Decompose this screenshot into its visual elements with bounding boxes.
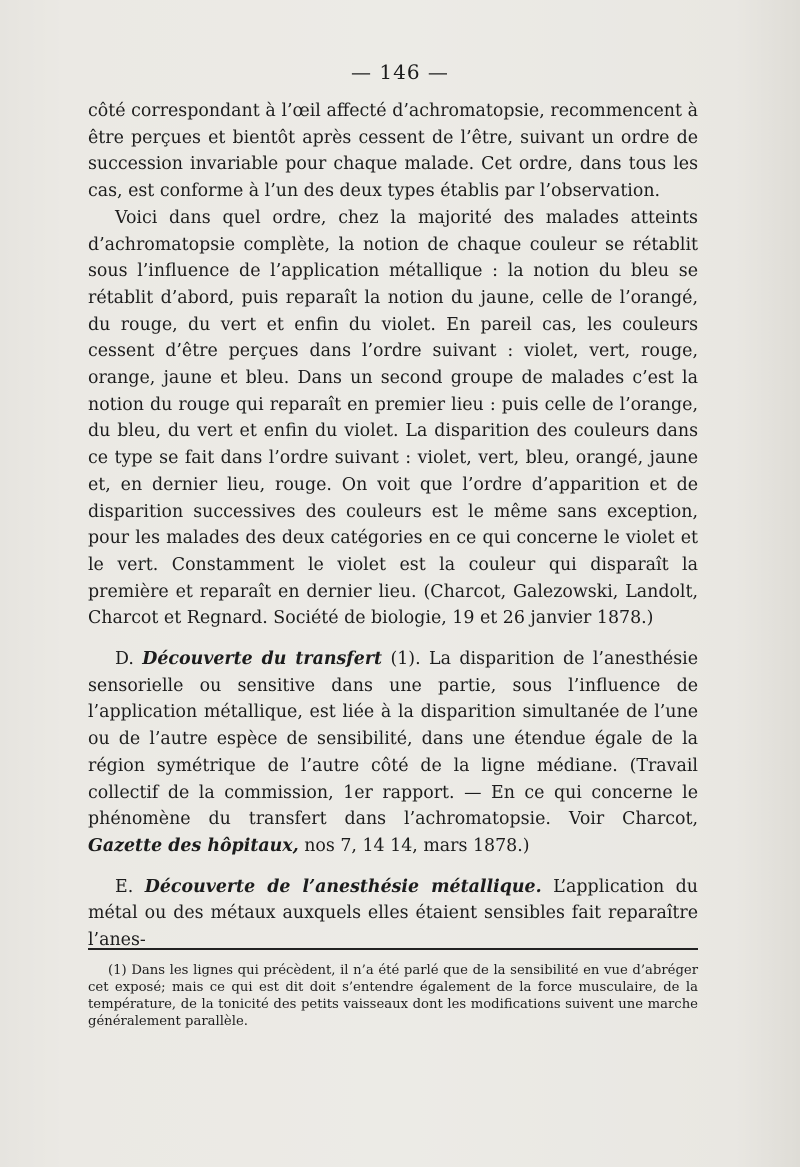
footnote-divider [88, 948, 698, 950]
paragraph-transfert [88, 646, 698, 860]
anesthesie-text: L’application du métal ou des métaux auxquels elles étaient sensibles fait reparaître l’anes- [88, 876, 698, 951]
paragraph-anesthesie [88, 874, 698, 954]
section-label-e: E. [115, 876, 134, 897]
transfert-text: La disparition de l’anesthésie sensorielle ou sensitive dans une partie, sous l’influence de l’application métallique, est liée à la disparition simultanée de l’une ou de l’autre espèce de sensibilité, dans une étendue égale de la région symétrique de l’autre côté de la ligne médiane. (Travail collectif de la commission, 1er rapport. — En ce qui concerne le phénomène du transfert dans l’achromatopsie. Voir Charcot, [88, 649, 698, 830]
transfert-citation: nos 7, 14 14, mars 1878.) [304, 835, 530, 856]
footnote-reference: (1). [390, 649, 421, 670]
heading-transfert: Découverte du transfert [142, 649, 383, 670]
page-number: — 146 — [351, 60, 449, 84]
footnote-text: (1) Dans les lignes qui précèdent, il n’a été parlé que de la sensibilité en vue d’abréger cet exposé; mais ce qui est dit doit s’entendre également de la force musculaire, de la température, de la tonicité des petits vaisseaux dont les modifications suivent une marche généralement parallèle. [88, 963, 698, 1029]
paragraph-continuation: côté correspondant à l’œil affecté d’achromatopsie, recommencent à être perçues et bientôt après cessent de l’être, suivant un ordre de succession invariable pour chaque malade. Cet ordre, dans tous les cas, est conforme à l’un des deux types établis par l’observation. [88, 101, 698, 202]
heading-anesthesie: Découverte de l’anesthésie métallique. [144, 876, 542, 897]
journal-title: Gazette des hôpitaux, [88, 835, 299, 856]
paragraph-color-order: Voici dans quel ordre, chez la majorité des malades atteints d’achromatopsie complète, la notion de chaque couleur se rétablit sous l’influence de l’application métallique : la notion du bleu se rétablit d’abord, puis reparaît la notion du jaune, celle de l’orangé, du rouge, du vert et enfin du violet. En pareil cas, les couleurs cessent d’être perçues dans l’ordre suivant : violet, vert, rouge, orange, jaune et bleu. Dans un second groupe de malades c’est la notion du rouge qui reparaît en premier lieu : puis celle de l’orange, du bleu, du vert et enfin du violet. La disparition des couleurs dans ce type se fait dans l’ordre suivant : violet, vert, bleu, orangé, jaune et, en dernier lieu, rouge. On voit que l’ordre d’apparition et de disparition successives des couleurs est le même sans exception, pour les malades des deux catégories en ce qui concerne le violet et le vert. Constamment le violet est la couleur qui disparaît la première et reparaît en dernier lieu. (Charcot, Galezowski, Landolt, Charcot et Regnard. Société de biologie, 19 et 26 janvier 1878.) [88, 207, 698, 629]
footnote [88, 962, 698, 1030]
body-text [88, 98, 698, 954]
section-label-d: D. [115, 649, 134, 670]
